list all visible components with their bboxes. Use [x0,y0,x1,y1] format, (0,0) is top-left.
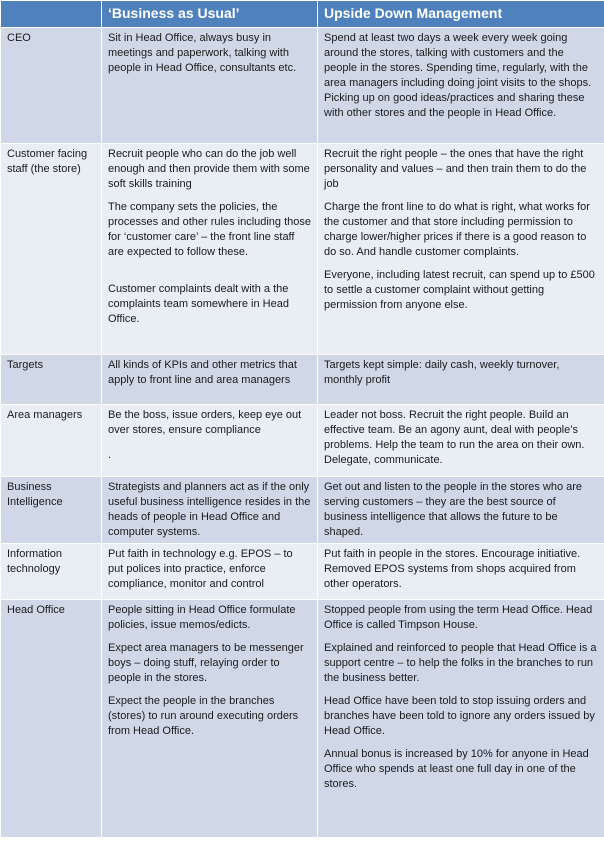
bau-cell [102,405,318,477]
udm-text: Spend at least two days a week every week going around the stores, talking with customers and the people in the stores. Spending time, regularly, with the area managers including doing joint visits to the shops. Picking up on good ideas/practices and sharing these with other stores and the people in Head Office. [324,32,592,119]
bau-text: Sit in Head Office, always busy in meetings and paperwork, talking with people in Head Office, consultants etc. [108,32,297,74]
bau-cell [102,477,318,544]
bau-text: Customer complaints dealt with a the complaints team somewhere in Head Office. [108,283,289,325]
bau-text: The company sets the policies, the processes and other rules including those for ‘customer care’ – the front line staff are expected to follow these. [108,201,312,258]
row-area-managers [1,405,604,477]
row-business-intelligence [1,477,604,544]
udm-text: Leader not boss. Recruit the right people. Build an effective team. Be an agony aunt, deal with people’s problems. Help the team to run the area on their own. Delegate, communicate. [324,409,585,466]
udm-text: Get out and listen to the people in the stores who are serving customers – they are the best source of business intelligence that allows the future to be shaped. [324,481,583,538]
bau-cell [102,144,318,355]
udm-cell [318,28,604,144]
bau-text: Put faith in technology e.g. EPOS – to put polices into practice, enforce compliance, monitor and control [108,548,293,590]
row-targets [1,355,604,405]
bau-text: People sitting in Head Office formulate policies, issue memos/edicts. [108,604,296,631]
udm-cell [318,355,604,405]
udm-cell [318,144,604,355]
udm-cell [318,405,604,477]
bau-cell [102,28,318,144]
row-information-technology [1,544,604,600]
header-row [1,1,604,28]
udm-text: Everyone, including latest recruit, can spend up to £500 to settle a customer complaint without getting permission from anyone else. [324,269,595,311]
header-business-as-usual: ‘Business as Usual’ [102,1,318,28]
row-head-office [1,600,604,838]
bau-text: Recruit people who can do the job well enough and then provide them with some soft skills training [108,148,310,190]
bau-cell [102,544,318,600]
bau-cell [102,355,318,405]
row-label: Information technology [1,544,102,600]
bau-text: Expect area managers to be messenger boys – doing stuff, relaying order to people in the stores. [108,642,304,684]
row-label: Business Intelligence [1,477,102,544]
udm-text: Stopped people from using the term Head Office. Head Office is called Timpson House. [324,604,593,631]
row-label: Area managers [1,405,102,477]
udm-text: Explained and reinforced to people that Head Office is a support centre – to help the folks in the branches to run the business better. [324,642,597,684]
bau-text: Be the boss, issue orders, keep eye out over stores, ensure compliance [108,409,302,436]
udm-text: Put faith in people in the stores. Encourage initiative. Removed EPOS systems from shops acquired from other operators. [324,548,581,590]
row-label: Customer facing staff (the store) [1,144,102,355]
bau-text: Expect the people in the branches (stores) to run around executing orders from Head Office. [108,695,299,737]
udm-cell [318,600,604,838]
bau-cell [102,600,318,838]
udm-cell [318,544,604,600]
header-blank [1,1,102,28]
udm-cell [318,477,604,544]
row-customer-facing-staff [1,144,604,355]
udm-text: Annual bonus is increased by 10% for anyone in Head Office who spends at least one full day in one of the stores. [324,748,589,790]
udm-text: Head Office have been told to stop issuing orders and branches have been told to ignore any orders issued by Head Office. [324,695,595,737]
header-upside-down-management: Upside Down Management [318,1,604,28]
bau-text: Strategists and planners act as if the only useful business intelligence resides in the heads of people in Head Office and computer systems. [108,481,311,538]
udm-text: Recruit the right people – the ones that have the right personality and values – and then train them to do the job [324,148,587,190]
bau-text: All kinds of KPIs and other metrics that apply to front line and area managers [108,359,297,386]
row-ceo [1,28,604,144]
row-label: Targets [1,355,102,405]
row-label: CEO [1,28,102,144]
row-label: Head Office [1,600,102,838]
udm-text: Targets kept simple: daily cash, weekly turnover, monthly profit [324,359,560,386]
bau-text: . [108,449,112,461]
udm-text: Charge the front line to do what is right, what works for the customer and that store including permission to charge lower/higher prices if there is a good reason to do so. And handle customer complaints. [324,201,590,258]
